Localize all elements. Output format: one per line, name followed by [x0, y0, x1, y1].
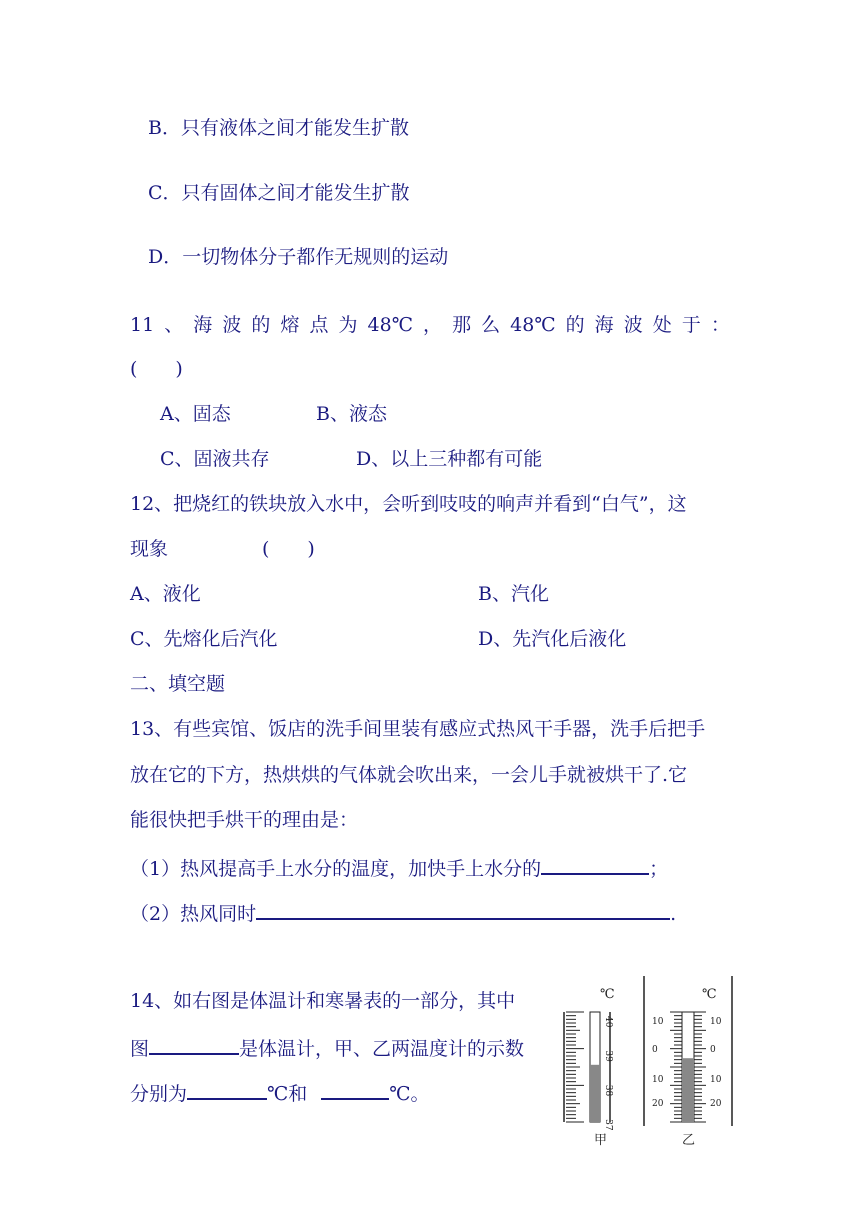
section-title: 二、填空题 [130, 673, 226, 695]
q11-option-b: B、液态 [316, 403, 387, 425]
q11-stem [130, 312, 730, 338]
q14-line2-post: 是体温计，甲、乙两温度计的示数 [239, 1038, 525, 1060]
jia-tick-label: 39 [603, 1050, 613, 1062]
yi-tick-label-left: 20 [652, 1099, 664, 1109]
q14-answer-blank-2[interactable] [187, 1078, 267, 1100]
q14-answer-blank-1[interactable] [149, 1033, 239, 1055]
yi-tick-label-right: 0 [710, 1045, 716, 1055]
q13-line3: 能很快把手烘干的理由是： [130, 809, 359, 831]
q11-option-d: D、以上三种都有可能 [356, 448, 543, 470]
yi-tick-label-right: 10 [710, 1075, 722, 1085]
q12-option-b: B、汽化 [478, 583, 549, 605]
q14-line1: 14、如右图是体温计和寒暑表的一部分，其中 [130, 990, 516, 1012]
jia-tick-label: 37 [603, 1119, 613, 1131]
q11-token: 11 [130, 314, 155, 336]
jia-unit: ℃ [600, 987, 615, 1002]
q10-option-b: B．只有液体之间才能发生扩散 [148, 117, 409, 139]
q11-token: 波 [623, 314, 643, 336]
q11-token: ， [423, 314, 443, 336]
q12-option-d: D、先汽化后液化 [478, 628, 627, 650]
yi-tick-label-left: 10 [652, 1075, 664, 1085]
q14-answer-blank-3[interactable] [321, 1078, 389, 1100]
q13-answer-blank-1[interactable] [541, 853, 649, 875]
yi-tick-label-left: 0 [652, 1045, 658, 1055]
q13-part2 [130, 898, 676, 927]
q11-token: 熔 [280, 314, 300, 336]
q11-token: 的 [565, 314, 585, 336]
q11-token: 么 [481, 314, 501, 336]
jia-tick-marks [566, 1012, 584, 1122]
q11-token: 点 [309, 314, 329, 336]
q13-part1-end: ； [649, 858, 669, 880]
q11-token: 处 [652, 314, 672, 336]
q12-option-c: C、先熔化后汽化 [130, 628, 278, 650]
q13-part1 [130, 853, 668, 882]
jia-tick-labels [603, 1016, 613, 1131]
q11-token: 的 [251, 314, 271, 336]
yi-liquid-column [682, 1058, 694, 1122]
q10-option-c: C．只有固体之间才能发生扩散 [148, 182, 410, 204]
q14-line2 [130, 1033, 524, 1062]
yi-tick-label-right: 10 [710, 1017, 722, 1027]
jia-tick-label: 38 [603, 1084, 613, 1097]
yi-label: 乙 [682, 1133, 696, 1148]
q11-token: ： [710, 314, 730, 336]
q11-token: 为 [338, 314, 358, 336]
q11-token: 于 [681, 314, 701, 336]
yi-tick-label-left: 10 [652, 1017, 664, 1027]
q14-line3-post: ℃。 [389, 1083, 430, 1105]
q13-part2-end: . [670, 903, 677, 925]
q13-answer-blank-2[interactable] [256, 898, 670, 920]
q11-option-c: C、固液共存 [160, 448, 270, 470]
q11-option-a: A、固态 [160, 403, 231, 425]
q11-token: 那 [452, 314, 472, 336]
q11-token: 、 [164, 314, 184, 336]
q13-part1-text: （1）热风提高手上水分的温度，加快手上水分的 [130, 858, 542, 880]
jia-tick-label: 40 [603, 1016, 613, 1028]
q11-token: 海 [193, 314, 213, 336]
q11-token: 48℃ [510, 314, 556, 336]
q12-stem-line2: 现象 [130, 538, 169, 560]
q12-bracket: ( ) [262, 538, 315, 560]
q11-bracket: ( ) [130, 358, 183, 380]
q12-stem-line1: 12、把烧红的铁块放入水中，会听到吱吱的响声并看到“白气”，这 [130, 493, 687, 515]
yi-tick-label-right: 20 [710, 1099, 722, 1109]
thermometer-figure [556, 970, 756, 1150]
q14-line3 [130, 1078, 430, 1107]
q11-token: 波 [222, 314, 242, 336]
q11-token: 海 [594, 314, 614, 336]
jia-liquid-column [590, 1065, 600, 1122]
q13-line1: 13、有些宾馆、饭店的洗手间里装有感应式热风干手器，洗手后把手 [130, 718, 706, 740]
q11-token: 48℃ [367, 314, 413, 336]
q14-line2-pre: 图 [130, 1038, 150, 1060]
q12-option-a: A、液化 [130, 583, 201, 605]
q14-line3-mid: ℃和 [267, 1083, 308, 1105]
jia-label: 甲 [594, 1133, 608, 1148]
q13-line2: 放在它的下方，热烘烘的气体就会吹出来，一会儿手就被烘干了.它 [130, 764, 688, 786]
yi-unit: ℃ [702, 987, 717, 1002]
q10-option-d: D．一切物体分子都作无规则的运动 [148, 246, 449, 268]
thermometer-svg [556, 970, 756, 1150]
q14-line3-pre: 分别为 [130, 1083, 188, 1105]
q13-part2-text: （2）热风同时 [130, 903, 257, 925]
